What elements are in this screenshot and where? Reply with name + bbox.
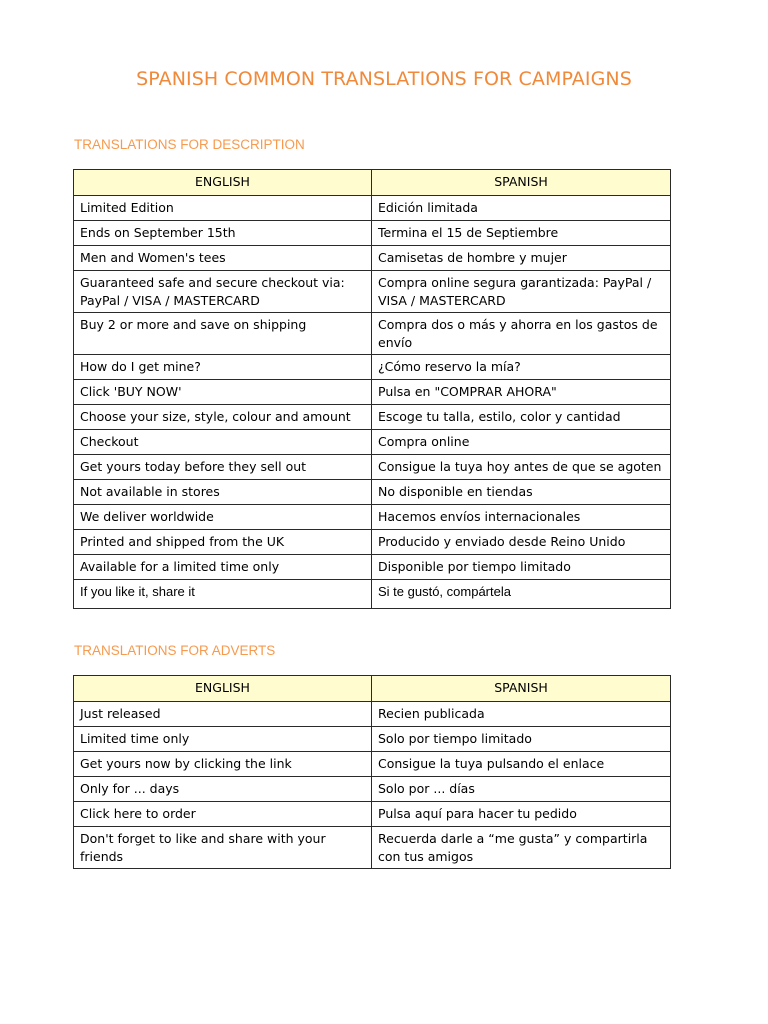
english-cell: Guaranteed safe and secure checkout via: PayPal / VISA / MASTERCARD (74, 271, 372, 313)
table-row (74, 727, 671, 752)
table-row (74, 271, 671, 313)
table-row (74, 580, 671, 609)
document-title: SPANISH COMMON TRANSLATIONS FOR CAMPAIGNS (136, 68, 632, 90)
column-header-english: ENGLISH (74, 676, 372, 702)
spanish-cell: Compra dos o más y ahorra en los gastos de envío (372, 313, 671, 355)
table-row (74, 430, 671, 455)
column-header-spanish: SPANISH (372, 170, 671, 196)
table-row (74, 555, 671, 580)
table-row (74, 505, 671, 530)
column-header-english: ENGLISH (74, 170, 372, 196)
adverts-translations-table (73, 675, 671, 869)
table-row (74, 355, 671, 380)
english-cell: Limited Edition (74, 196, 372, 221)
english-cell: Men and Women's tees (74, 246, 372, 271)
table-row (74, 221, 671, 246)
table-row (74, 777, 671, 802)
english-cell: Available for a limited time only (74, 555, 372, 580)
english-cell: Checkout (74, 430, 372, 455)
english-cell: Only for ... days (74, 777, 372, 802)
spanish-cell: Recuerda darle a “me gusta” y compartirla con tus amigos (372, 827, 671, 869)
spanish-cell: Si te gustó, compártela (372, 580, 671, 609)
english-cell: Limited time only (74, 727, 372, 752)
spanish-cell: Pulsa en "COMPRAR AHORA" (372, 380, 671, 405)
table-row (74, 702, 671, 727)
spanish-cell: Consigue la tuya hoy antes de que se agoten (372, 455, 671, 480)
english-cell: Buy 2 or more and save on shipping (74, 313, 372, 355)
table-row (74, 480, 671, 505)
table-row (74, 246, 671, 271)
spanish-cell: Producido y enviado desde Reino Unido (372, 530, 671, 555)
spanish-cell: Termina el 15 de Septiembre (372, 221, 671, 246)
spanish-cell: Consigue la tuya pulsando el enlace (372, 752, 671, 777)
english-cell: Just released (74, 702, 372, 727)
spanish-cell: Recien publicada (372, 702, 671, 727)
spanish-cell: Pulsa aquí para hacer tu pedido (372, 802, 671, 827)
english-cell: Printed and shipped from the UK (74, 530, 372, 555)
english-cell: If you like it, share it (74, 580, 372, 609)
table-header-row (74, 676, 671, 702)
english-cell: Get yours today before they sell out (74, 455, 372, 480)
spanish-cell: Disponible por tiempo limitado (372, 555, 671, 580)
table-row (74, 313, 671, 355)
table-row (74, 380, 671, 405)
english-cell: Not available in stores (74, 480, 372, 505)
spanish-cell: Camisetas de hombre y mujer (372, 246, 671, 271)
table-row (74, 752, 671, 777)
english-cell: We deliver worldwide (74, 505, 372, 530)
spanish-cell: Compra online (372, 430, 671, 455)
spanish-cell: ¿Cómo reservo la mía? (372, 355, 671, 380)
english-cell: Don't forget to like and share with your friends (74, 827, 372, 869)
table-row (74, 405, 671, 430)
column-header-spanish: SPANISH (372, 676, 671, 702)
english-cell: Click 'BUY NOW' (74, 380, 372, 405)
spanish-cell: Solo por ... días (372, 777, 671, 802)
english-cell: How do I get mine? (74, 355, 372, 380)
english-cell: Choose your size, style, colour and amount (74, 405, 372, 430)
english-cell: Click here to order (74, 802, 372, 827)
table-row (74, 802, 671, 827)
table-row (74, 196, 671, 221)
spanish-cell: No disponible en tiendas (372, 480, 671, 505)
description-translations-table (73, 169, 671, 609)
section-heading-description: TRANSLATIONS FOR DESCRIPTION (74, 137, 305, 152)
table-header-row (74, 170, 671, 196)
spanish-cell: Solo por tiempo limitado (372, 727, 671, 752)
table-row (74, 530, 671, 555)
english-cell: Ends on September 15th (74, 221, 372, 246)
section-heading-adverts: TRANSLATIONS FOR ADVERTS (74, 643, 276, 658)
spanish-cell: Edición limitada (372, 196, 671, 221)
spanish-cell: Escoge tu talla, estilo, color y cantidad (372, 405, 671, 430)
english-cell: Get yours now by clicking the link (74, 752, 372, 777)
table-row (74, 455, 671, 480)
spanish-cell: Hacemos envíos internacionales (372, 505, 671, 530)
table-row (74, 827, 671, 869)
spanish-cell: Compra online segura garantizada: PayPal / VISA / MASTERCARD (372, 271, 671, 313)
